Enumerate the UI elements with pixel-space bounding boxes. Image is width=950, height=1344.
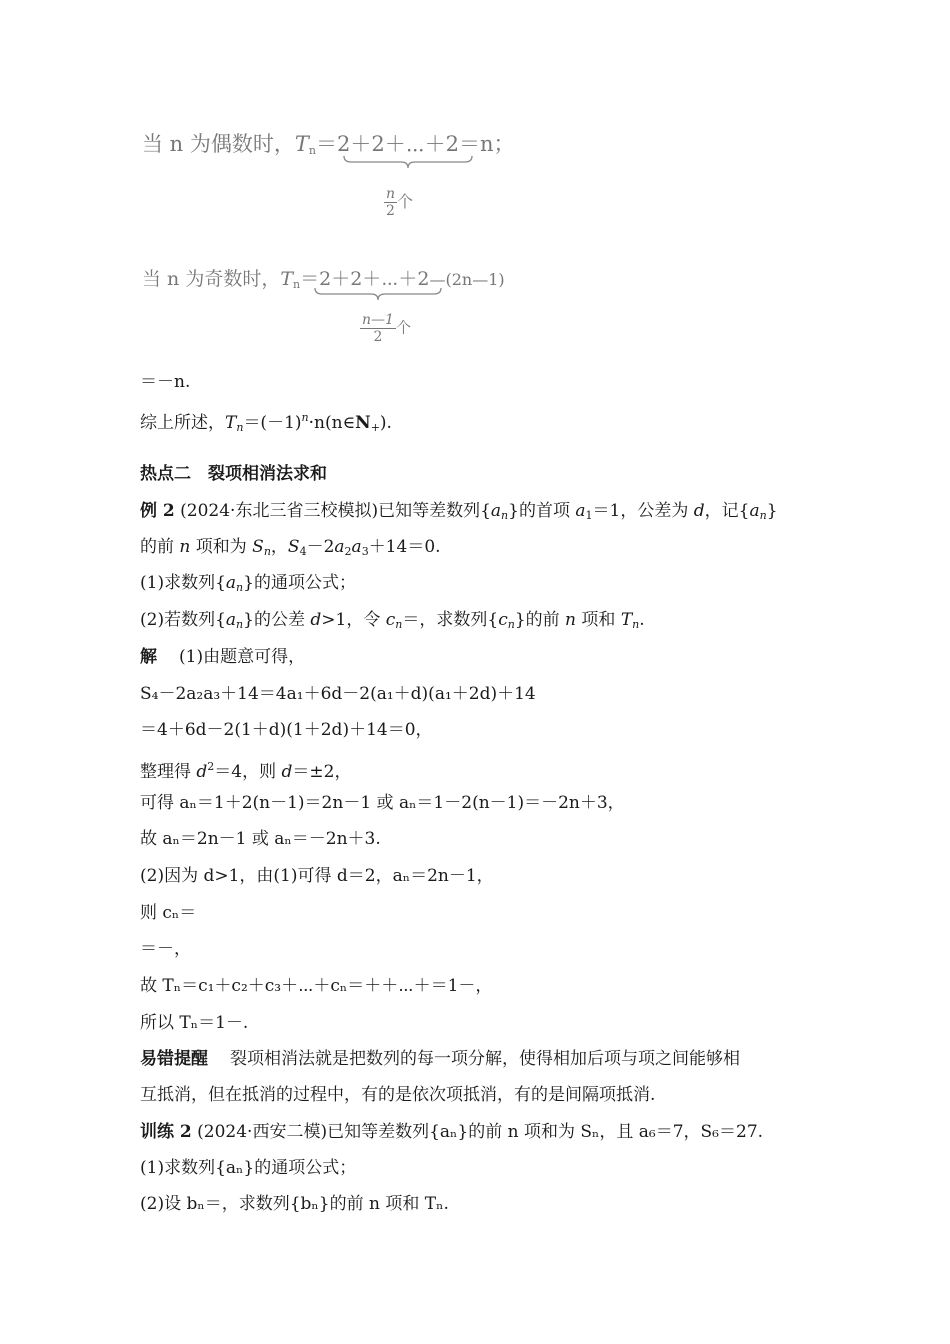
odd-T-sub: n — [293, 278, 301, 291]
even-underbrace — [343, 154, 473, 170]
odd-count-unit: 个 — [395, 318, 411, 337]
calc-line-4: 可得 aₙ＝1＋2(n－1)＝2n－1 或 aₙ＝1－2(n－1)＝－2n＋3， — [140, 793, 625, 813]
training-label: 训练 2 — [140, 1122, 192, 1142]
even-count-unit: 个 — [397, 192, 414, 211]
odd-count — [360, 312, 411, 345]
calc-line-10: 所以 Tₙ＝1－. — [140, 1013, 249, 1033]
odd-count-num: n—1 — [362, 312, 394, 328]
example-2-line2: 的前 n 项和为 $S_n$，$S_4-2a_2a_3+14=0$. — [140, 537, 441, 558]
training-q1: (1)求数列{aₙ}的通项公式； — [140, 1158, 357, 1178]
even-sum: 2＋2＋⋯＋2 — [336, 132, 459, 156]
even-result: ＝n； — [458, 132, 515, 156]
example-2-line1: 例 2 (2024·东北三省三校模拟)已知等差数列$\{a_n\}$的首项 $a_1=1$，公差为 d，记$\{a_n\}$ — [140, 501, 778, 522]
odd-tail: —(2n—1) — [429, 270, 505, 289]
odd-eq: ＝ — [300, 268, 320, 290]
training-2: 训练 2 (2024·西安二模)已知等差数列{aₙ}的前 n 项和为 Sₙ，且 a₆＝7，S₆＝27. — [140, 1122, 764, 1142]
calc-line-1: S₄－2a₂a₃＋14＝4a₁＋6d－2(a₁＋d)(a₁＋2d)＋14 — [140, 684, 536, 704]
calc-line-9: 故 Tₙ＝c₁＋c₂＋c₃＋⋯＋cₙ＝＋＋⋯＋＝1－， — [140, 976, 493, 996]
hot-point-heading: 热点二 裂项相消法求和 — [140, 464, 327, 484]
calc-line-2: ＝4＋6d－2(1＋d)(1＋2d)＋14＝0， — [140, 720, 433, 740]
calc-line-5: 故 aₙ＝2n－1 或 aₙ＝－2n＋3. — [140, 829, 381, 849]
example-label: 例 2 — [140, 501, 175, 521]
even-T-sub: n — [308, 144, 316, 157]
even-count-den: 2 — [386, 203, 395, 219]
tip-line-2: 互抵消，但在抵消的过程中，有的是依次项抵消，有的是间隔项抵消. — [140, 1085, 656, 1105]
calc-line-8: ＝－， — [140, 939, 191, 959]
summary-line: 综上所述，$T_n=(-1)^n\cdot n(n\in N_+)$. — [140, 411, 392, 434]
odd-case-lead: 当 n 为奇数时， — [142, 268, 281, 290]
calc-line-6: (2)因为 d>1，由(1)可得 d＝2，aₙ＝2n－1， — [140, 866, 494, 886]
tip-line-1: 易错提醒 裂项相消法就是把数列的每一项分解，使得相加后项与项之间能够相 — [140, 1049, 740, 1069]
even-count-num: n — [386, 186, 396, 202]
solution-label: 解 — [140, 647, 157, 667]
solution-start: 解 (1)由题意可得， — [140, 647, 306, 667]
training-q2: (2)设 bₙ＝，求数列{bₙ}的前 n 项和 Tₙ. — [140, 1194, 449, 1214]
odd-underbrace — [314, 286, 442, 302]
question-1: (1)求数列$\{a_n\}$的通项公式； — [140, 573, 356, 594]
odd-T: T — [280, 268, 294, 290]
even-T: T — [294, 132, 309, 156]
odd-count-den: 2 — [373, 329, 383, 345]
eq-neg-n: ＝－n. — [140, 372, 191, 392]
calc-line-3: 整理得 $d^2=4$，则 d＝±2， — [140, 760, 352, 782]
tip-label: 易错提醒 — [140, 1049, 208, 1069]
question-2: (2)若数列$\{a_n\}$的公差 d>1，令 $c_n=$，求数列$\{c_n\}$的前 n 项和 $T_n$. — [140, 610, 645, 631]
even-eq: ＝ — [315, 132, 337, 156]
even-case-lead: 当 n 为偶数时， — [142, 132, 295, 156]
odd-sum: 2＋2＋⋯＋2 — [319, 268, 430, 290]
even-count — [384, 186, 413, 219]
calc-line-7: 则 cₙ＝ — [140, 903, 197, 923]
